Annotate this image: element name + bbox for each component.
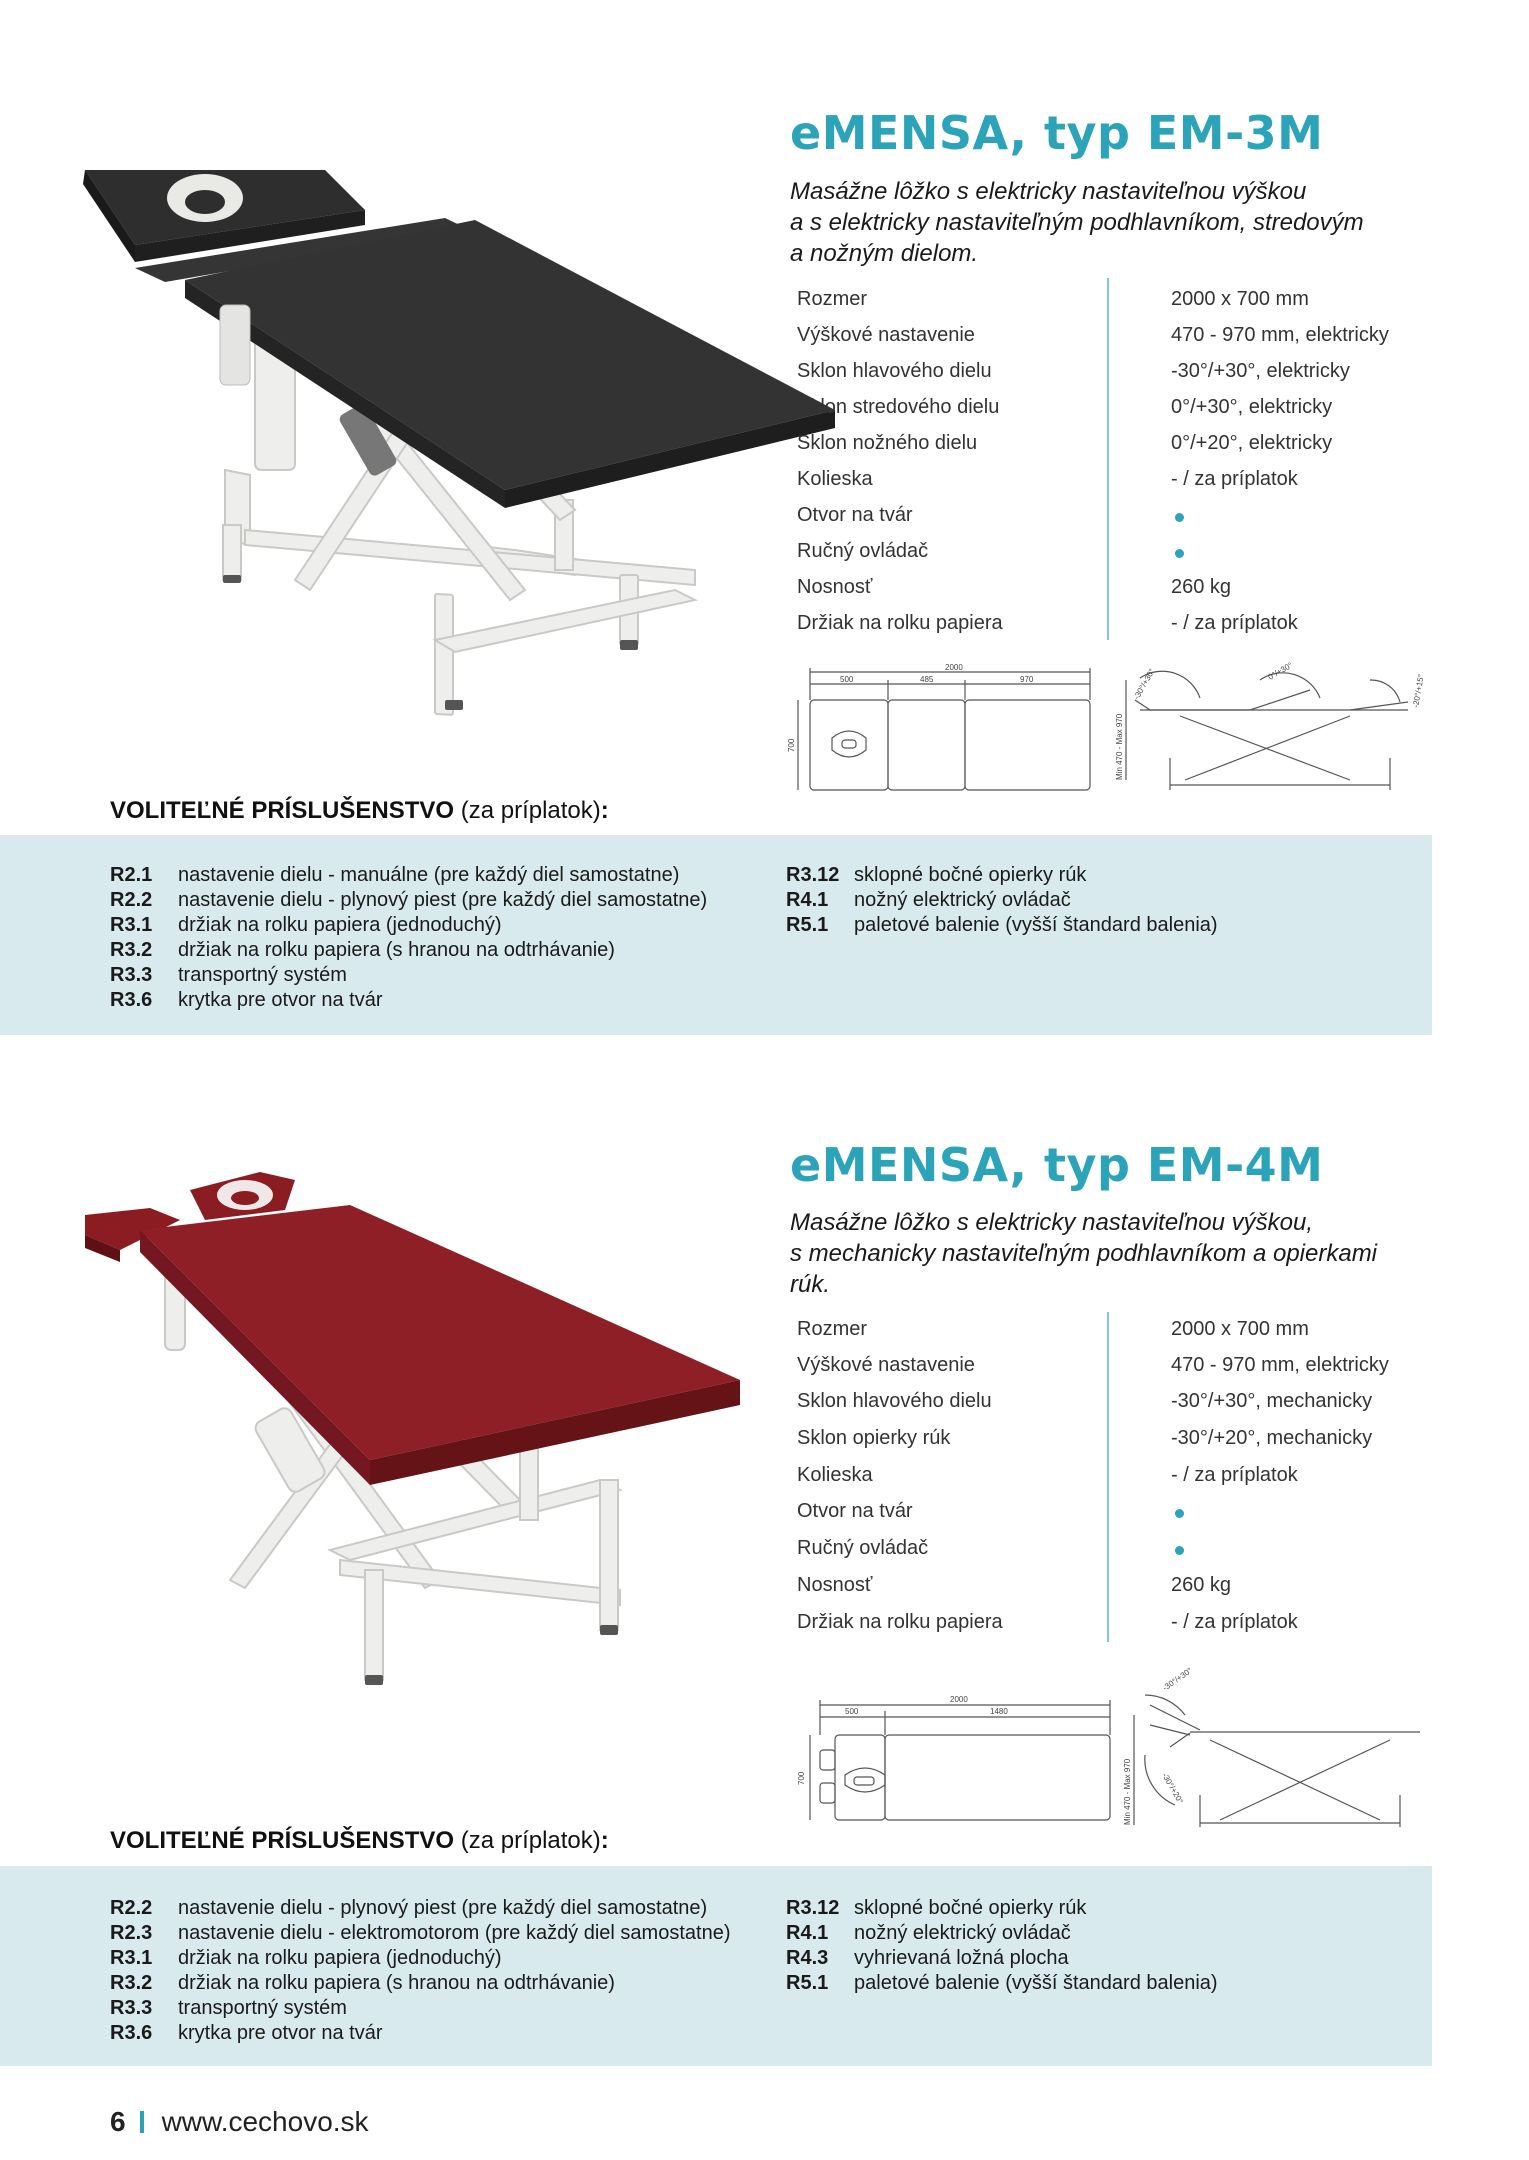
spec-value: [1171, 504, 1184, 528]
accessory-text: vyhrievaná ložná plocha: [854, 1947, 1069, 1969]
dim-height: Min 470 - Max 970: [1123, 1758, 1132, 1825]
spec-label: Kolieska: [797, 1464, 873, 1486]
accessory-text: nastavenie dielu - plynový piest (pre každý diel samostatne): [178, 1897, 708, 1919]
subtitle-line: Masážne lôžko s elektricky nastaviteľnou výškou: [790, 178, 1307, 205]
spec-row-dimensions: [797, 1318, 1437, 1348]
subtitle-line: a nožným dielom.: [790, 240, 979, 267]
accessory-text: nožný elektrický ovládač: [854, 1922, 1071, 1944]
spec-row-face-hole: [797, 504, 1437, 534]
accessory-text: krytka pre otvor na tvár: [178, 989, 383, 1011]
accessory-text: transportný systém: [178, 964, 347, 986]
page-number: 6: [110, 2106, 126, 2137]
accessory-item: [110, 1946, 730, 1971]
spec-row-armrest-tilt: [797, 1427, 1437, 1457]
accessory-item: [110, 963, 707, 988]
dim-width: 700: [797, 1771, 806, 1785]
accessories-list-right: [786, 1896, 1218, 1996]
spec-value: 260 kg: [1171, 576, 1232, 598]
dim-width: 700: [787, 738, 796, 752]
footer-separator: [140, 2111, 144, 2133]
spec-value: - / za príplatok: [1171, 1464, 1298, 1486]
included-dot-icon: [1175, 1509, 1184, 1518]
accessory-code: R4.3: [786, 1947, 829, 1969]
dim-total: 2000: [950, 1695, 968, 1704]
accessory-code: R4.1: [786, 889, 829, 911]
spec-value: - / za príplatok: [1171, 1611, 1298, 1633]
accessories-list-right: [786, 863, 1218, 938]
spec-value: [1171, 1537, 1184, 1561]
accessory-text: držiak na rolku papiera (jednoduchý): [178, 914, 502, 936]
accessory-text: paletové balenie (vyšší štandard balenia): [854, 914, 1218, 936]
dim-angle-armrest: -30°/+20°: [1160, 1771, 1185, 1806]
spec-label: Ručný ovládač: [797, 540, 929, 562]
accessory-item: [110, 863, 707, 888]
accessory-code: R3.1: [110, 914, 153, 936]
product-subtitle: [790, 176, 1430, 269]
spec-value: -30°/+30°, elektricky: [1171, 360, 1350, 382]
spec-row-head-tilt: [797, 1390, 1437, 1420]
spec-row-dimensions: [797, 288, 1437, 318]
accessories-heading: [110, 797, 609, 825]
spec-label: Výškové nastavenie: [797, 1354, 975, 1376]
accessories-list-left: [110, 863, 707, 1013]
spec-label: Rozmer: [797, 288, 868, 310]
spec-row-height: [797, 324, 1437, 354]
dim-angle-head: -30°/+30°: [1131, 667, 1157, 701]
accessory-item: [110, 988, 707, 1013]
product-title: eMENSA, typ EM-4M: [790, 1138, 1324, 1192]
accessories-heading-colon: :: [600, 797, 609, 824]
spec-label: Sklon hlavového dielu: [797, 360, 992, 382]
spec-row-head-tilt: [797, 360, 1437, 390]
dim-seg2: 485: [920, 675, 934, 684]
accessory-code: R5.1: [786, 1972, 829, 1994]
subtitle-line: s mechanicky nastaviteľným podhlavníkom a opierkami: [790, 1240, 1378, 1267]
spec-label: Sklon nožného dielu: [797, 432, 978, 454]
dim-angle-middle: 0°/+30°: [1266, 660, 1295, 682]
accessory-text: sklopné bočné opierky rúk: [854, 864, 1087, 886]
accessory-text: nastavenie dielu - plynový piest (pre každý diel samostatne): [178, 889, 708, 911]
accessory-text: krytka pre otvor na tvár: [178, 2022, 383, 2044]
accessory-item: [786, 913, 1218, 938]
accessory-code: R2.3: [110, 1922, 153, 1944]
dim-seg1: 500: [840, 675, 854, 684]
accessory-code: R3.3: [110, 1997, 153, 2019]
accessory-code: R2.1: [110, 864, 153, 886]
dim-height: Min 470 - Max 970: [1115, 713, 1124, 780]
accessory-code: R2.2: [110, 1897, 153, 1919]
accessory-text: sklopné bočné opierky rúk: [854, 1897, 1087, 1919]
accessory-code: R3.2: [110, 1972, 153, 1994]
accessory-code: R3.12: [786, 1897, 840, 1919]
spec-row-height: [797, 1354, 1437, 1384]
accessory-code: R5.1: [786, 914, 829, 936]
spec-label: Nosnosť: [797, 576, 873, 598]
accessory-text: držiak na rolku papiera (jednoduchý): [178, 1947, 502, 1969]
spec-value: 260 kg: [1171, 1574, 1232, 1596]
dim-total: 2000: [945, 663, 963, 672]
spec-divider: [1107, 278, 1109, 640]
accessory-item: [786, 1971, 1218, 1996]
spec-row-hand-control: [797, 540, 1437, 570]
spec-table: [797, 1318, 1437, 1648]
accessory-item: [110, 1971, 730, 1996]
accessory-item: [110, 938, 707, 963]
product-subtitle: [790, 1207, 1430, 1300]
accessory-item: [786, 1896, 1218, 1921]
accessory-item: [110, 1896, 730, 1921]
accessories-heading-note: (za príplatok): [454, 1827, 601, 1854]
accessory-item: [786, 863, 1218, 888]
accessory-item: [110, 1996, 730, 2021]
dim-angle-foot: -20°/+15°: [1411, 673, 1426, 709]
spec-label: Držiak na rolku papiera: [797, 1611, 1003, 1633]
website-link[interactable]: www.cechovo.sk: [161, 2106, 369, 2137]
dim-angle-head: -30°/+30°: [1160, 1665, 1194, 1693]
spec-row-hand-control: [797, 1537, 1437, 1567]
spec-value: 470 - 970 mm, elektricky: [1171, 324, 1389, 346]
accessory-code: R3.6: [110, 2022, 153, 2044]
spec-value: 0°/+20°, elektricky: [1171, 432, 1333, 454]
spec-row-paper-holder: [797, 612, 1437, 642]
accessory-code: R3.1: [110, 1947, 153, 1969]
spec-row-capacity: [797, 1574, 1437, 1604]
accessory-code: R3.12: [786, 864, 840, 886]
spec-value: -30°/+30°, mechanicky: [1171, 1390, 1373, 1412]
accessory-item: [110, 2021, 730, 2046]
accessory-item: [110, 1921, 730, 1946]
spec-value: 470 - 970 mm, elektricky: [1171, 1354, 1389, 1376]
spec-label: Rozmer: [797, 1318, 868, 1340]
accessory-code: R3.6: [110, 989, 153, 1011]
accessory-code: R4.1: [786, 1922, 829, 1944]
accessory-text: paletové balenie (vyšší štandard balenia): [854, 1972, 1218, 1994]
accessory-item: [786, 1921, 1218, 1946]
spec-row-middle-tilt: [797, 396, 1437, 426]
dim-seg2: 1480: [990, 1707, 1008, 1716]
accessory-text: nožný elektrický ovládač: [854, 889, 1071, 911]
spec-value: 2000 x 700 mm: [1171, 288, 1309, 310]
accessory-item: [786, 888, 1218, 913]
spec-row-paper-holder: [797, 1611, 1437, 1641]
accessory-text: nastavenie dielu - elektromotorom (pre každý diel samostatne): [178, 1922, 731, 1944]
accessory-text: držiak na rolku papiera (s hranou na odtrhávanie): [178, 939, 615, 961]
accessory-item: [110, 888, 707, 913]
accessory-code: R2.2: [110, 889, 153, 911]
accessories-heading-bold: VOLITEĽNÉ PRÍSLUŠENSTVO: [110, 797, 455, 824]
spec-label: Otvor na tvár: [797, 1500, 913, 1522]
subtitle-line: a s elektricky nastaviteľným podhlavníkom, stredovým: [790, 209, 1364, 236]
page-footer: [110, 2106, 369, 2138]
accessories-heading-bold: VOLITEĽNÉ PRÍSLUŠENSTVO: [110, 1827, 455, 1854]
accessory-text: nastavenie dielu - manuálne (pre každý diel samostatne): [178, 864, 680, 886]
technical-drawing-em-4m: [790, 1655, 1430, 1835]
accessory-code: R3.2: [110, 939, 153, 961]
spec-value: 2000 x 700 mm: [1171, 1318, 1309, 1340]
dim-seg3: 970: [1020, 675, 1034, 684]
accessory-text: transportný systém: [178, 1997, 347, 2019]
subtitle-line: rúk.: [790, 1271, 831, 1298]
included-dot-icon: [1175, 513, 1184, 522]
product-image-em-3m: [75, 170, 775, 750]
product-image-em-4m: [80, 1160, 760, 1700]
spec-row-wheels: [797, 1464, 1437, 1494]
accessories-heading-colon: :: [600, 1827, 609, 1854]
spec-table: [797, 288, 1437, 648]
spec-row-foot-tilt: [797, 432, 1437, 462]
accessory-item: [786, 1946, 1218, 1971]
spec-label: Výškové nastavenie: [797, 324, 975, 346]
spec-value: -30°/+20°, mechanicky: [1171, 1427, 1373, 1449]
spec-label: Nosnosť: [797, 1574, 873, 1596]
spec-label: Kolieska: [797, 468, 873, 490]
spec-value: 0°/+30°, elektricky: [1171, 396, 1333, 418]
spec-value: [1171, 1500, 1184, 1524]
dim-seg1: 500: [845, 1707, 859, 1716]
accessory-text: držiak na rolku papiera (s hranou na odtrhávanie): [178, 1972, 615, 1994]
accessories-list-left: [110, 1896, 730, 2046]
accessories-band: [0, 1866, 1432, 2066]
spec-value: - / za príplatok: [1171, 468, 1298, 490]
spec-row-wheels: [797, 468, 1437, 498]
accessories-band: [0, 835, 1432, 1035]
accessory-code: R3.3: [110, 964, 153, 986]
spec-value: - / za príplatok: [1171, 612, 1298, 634]
included-dot-icon: [1175, 1546, 1184, 1555]
product-title: eMENSA, typ EM-3M: [790, 106, 1324, 160]
spec-label: Sklon opierky rúk: [797, 1427, 951, 1449]
spec-value: [1171, 540, 1184, 564]
spec-divider: [1107, 1312, 1109, 1642]
spec-label: Sklon hlavového dielu: [797, 1390, 992, 1412]
included-dot-icon: [1175, 549, 1184, 558]
accessories-heading-note: (za príplatok): [454, 797, 601, 824]
accessories-heading: [110, 1827, 609, 1855]
technical-drawing-em-3m: [787, 660, 1430, 810]
spec-label: Otvor na tvár: [797, 504, 913, 526]
spec-row-capacity: [797, 576, 1437, 606]
accessory-item: [110, 913, 707, 938]
subtitle-line: Masážne lôžko s elektricky nastaviteľnou výškou,: [790, 1209, 1313, 1236]
spec-label: Ručný ovládač: [797, 1537, 929, 1559]
spec-row-face-hole: [797, 1500, 1437, 1530]
spec-label: Držiak na rolku papiera: [797, 612, 1003, 634]
spec-label: Sklon stredového dielu: [797, 396, 1000, 418]
